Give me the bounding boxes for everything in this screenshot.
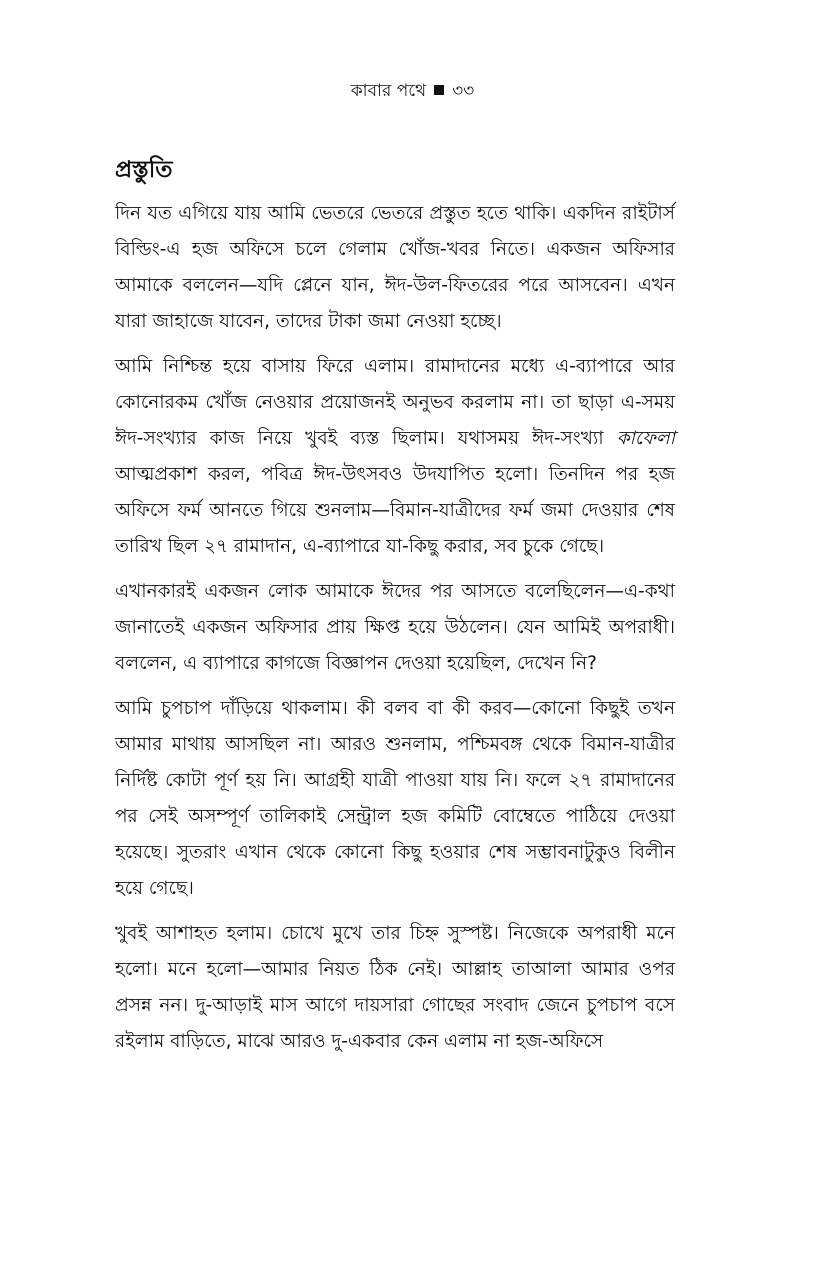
page-number: ৩৩ xyxy=(452,81,475,101)
paragraph-1: দিন যত এগিয়ে যায় আমি ভেতরে ভেতরে প্রস্তুত হতে থাকি। একদিন রাইটার্স বিল্ডিং-এ হজ অফিসে চলে গেলাম খোঁজ-খবর নিতে। একজন অফিসার আমাকে বললেন—যদি প্লেনে যান, ঈদ-উল-ফিতরের পরে আসবেন। এখন যারা জাহাজে যাবেন, তাদের টাকা জমা নেওয়া হচ্ছে। xyxy=(115,203,675,332)
paragraph-2 xyxy=(115,349,675,565)
paragraph-2-part-2: আত্মপ্রকাশ করল, পবিত্র ঈদ-উৎসবও উদযাপিত হলো। তিনদিন পর হজ অফিসে ফর্ম আনতে গিয়ে শুনলাম—বিমান-যাত্রীদের ফর্ম জমা দেওয়ার শেষ তারিখ ছিল ২৭ রামাদান, এ-ব্যাপারে যা-কিছু করার, সব চুকে গেছে। xyxy=(115,464,675,557)
paragraph-3: এখানকারই একজন লোক আমাকে ঈদের পর আসতে বলেছিলেন—এ-কথা জানাতেই একজন অফিসার প্রায় ক্ষিপ্ত হয়ে উঠলেন। যেন আমিই অপরাধী। বললেন, এ ব্যাপারে কাগজে বিজ্ঞাপন দেওয়া হয়েছিল, দেখেন নি? xyxy=(115,581,675,674)
section-title: প্রস্তুতি xyxy=(115,157,173,183)
magazine-title: কাফেলা xyxy=(616,428,675,449)
paragraph-5: খুবই আশাহত হলাম। চোখে মুখে তার চিহ্ন সুস্পষ্ট। নিজেকে অপরাধী মনে হলো। মনে হলো—আমার নিয়ত ঠিক নেই। আল্লাহ তাআলা আমার ওপর প্রসন্ন নন। দু-আড়াই মাস আগে দায়সারা গোছের সংবাদ জেনে চুপচাপ বসে রইলাম বাড়িতে, মাঝে আরও দু-একবার কেন এলাম না হজ-অফিসে xyxy=(115,923,675,1052)
body-text xyxy=(115,196,675,1060)
separator-square-icon xyxy=(434,85,444,95)
paragraph-2-part-1: আমি নিশ্চিন্ত হয়ে বাসায় ফিরে এলাম। রামাদানের মধ্যে এ-ব্যাপারে আর কোনোরকম খোঁজ নেওয়ার প্রয়োজনই অনুভব করলাম না। তা ছাড়া এ-সময় ঈদ-সংখ্যার কাজ নিয়ে খুবই ব্যস্ত ছিলাম। যথাসময় ঈদ-সংখ্যা xyxy=(115,356,675,449)
running-header xyxy=(0,76,825,106)
paragraph-4: আমি চুপচাপ দাঁড়িয়ে থাকলাম। কী বলব বা কী করব—কোনো কিছুই তখন আমার মাথায় আসছিল না। আরও শুনলাম, পশ্চিমবঙ্গ থেকে বিমান-যাত্রীর নির্দিষ্ট কোটা পূর্ণ হয় নি। আগ্রহী যাত্রী পাওয়া যায় নি। ফলে ২৭ রামাদানের পর সেই অসম্পূর্ণ তালিকাই সেন্ট্রাল হজ কমিটি বোম্বেতে পাঠিয়ে দেওয়া হয়েছে। সুতরাং এখান থেকে কোনো কিছু হওয়ার শেষ সম্ভাবনাটুকুও বিলীন হয়ে গেছে। xyxy=(115,698,675,899)
book-title: কাবার পথে xyxy=(350,81,427,101)
